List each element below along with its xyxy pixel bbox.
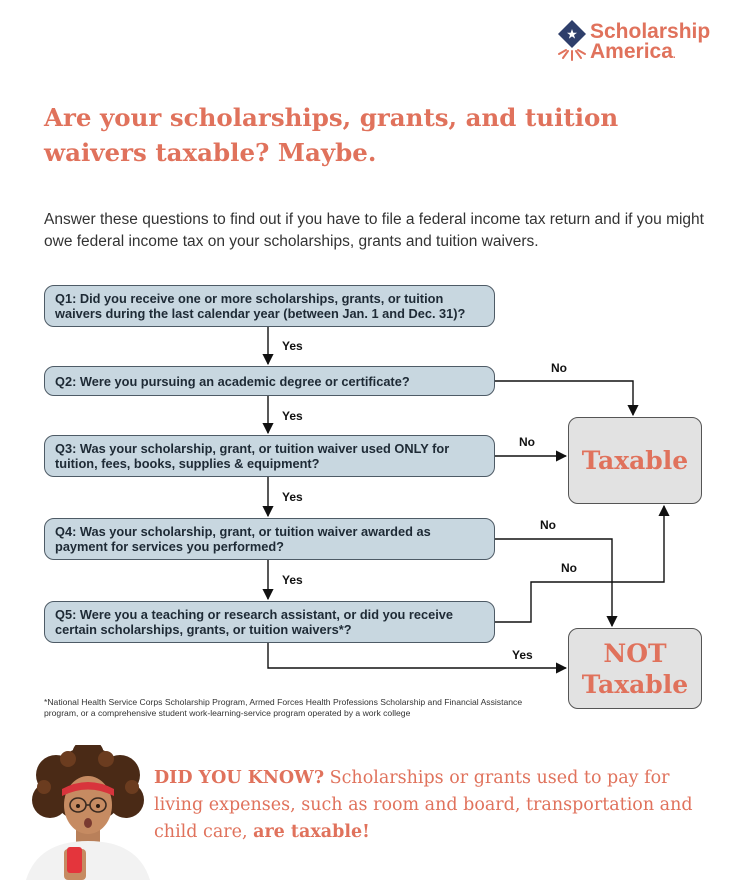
phone-icon <box>67 847 82 873</box>
result-taxable <box>568 417 702 504</box>
did-you-know <box>154 765 714 846</box>
question-text-q4: Q4: Was your scholarship, grant, or tuition waiver awarded as payment for services you performed? <box>55 524 431 554</box>
result-not-taxable-label: Taxable <box>581 669 689 699</box>
logo-line1: Scholarship <box>590 20 711 43</box>
yes-label-q3: Yes <box>282 490 303 504</box>
woman-with-phone-photo <box>18 745 158 880</box>
question-box-q1 <box>44 285 495 327</box>
did-you-know-emphasis: are taxable! <box>253 822 370 842</box>
no-label-q4: No <box>540 518 556 532</box>
yes-label-q5: Yes <box>512 648 533 662</box>
question-text-q2: Q2: Were you pursuing an academic degree or certificate? <box>55 373 410 389</box>
no-arrow-q2 <box>495 381 633 415</box>
logo-reg-mark: . <box>672 50 676 61</box>
question-box-q4 <box>44 518 495 560</box>
question-box-q3 <box>44 435 495 477</box>
result-not-label: NOT <box>603 638 667 668</box>
result-not-taxable <box>568 628 702 709</box>
no-label-q2: No <box>551 361 567 375</box>
question-text-q1: Q1: Did you receive one or more scholarships, grants, or tuition waivers during the last calendar year (between Jan. 1 and Dec. 31)? <box>55 291 466 321</box>
did-you-know-body: Scholarships or grants used to pay for living expenses, such as room and board, transportation and child care, <box>154 768 693 842</box>
no-arrow-q5 <box>495 506 664 622</box>
yes-label-q4: Yes <box>282 573 303 587</box>
footnote: *National Health Service Corps Scholarship Program, Armed Forces Health Professions Scholarship and Financial Assistance program, or a comprehensive student work-learning-service program operated by a work college <box>44 697 523 718</box>
no-label-q5: No <box>561 561 577 575</box>
question-box-q5 <box>44 601 495 643</box>
question-box-q2 <box>44 366 495 396</box>
yes-label-q1: Yes <box>282 339 303 353</box>
intro-text: Answer these questions to find out if you have to file a federal income tax return and if you might owe federal income tax on your scholarships, grants and tuition waivers. <box>44 211 704 250</box>
page-title: Are your scholarships, grants, and tuition waivers taxable? Maybe. <box>44 103 619 167</box>
no-label-q3: No <box>519 435 535 449</box>
did-you-know-lead: DID YOU KNOW? <box>154 768 325 788</box>
result-taxable-label: Taxable <box>581 446 689 475</box>
question-text-q3: Q3: Was your scholarship, grant, or tuition waiver used ONLY for tuition, fees, books, supplies & equipment? <box>55 441 450 471</box>
question-text-q5: Q5: Were you a teaching or research assistant, or did you receive certain scholarships, grants, or tuition waivers*? <box>55 607 454 637</box>
yes-label-q2: Yes <box>282 409 303 423</box>
logo-line2: America <box>590 40 673 63</box>
